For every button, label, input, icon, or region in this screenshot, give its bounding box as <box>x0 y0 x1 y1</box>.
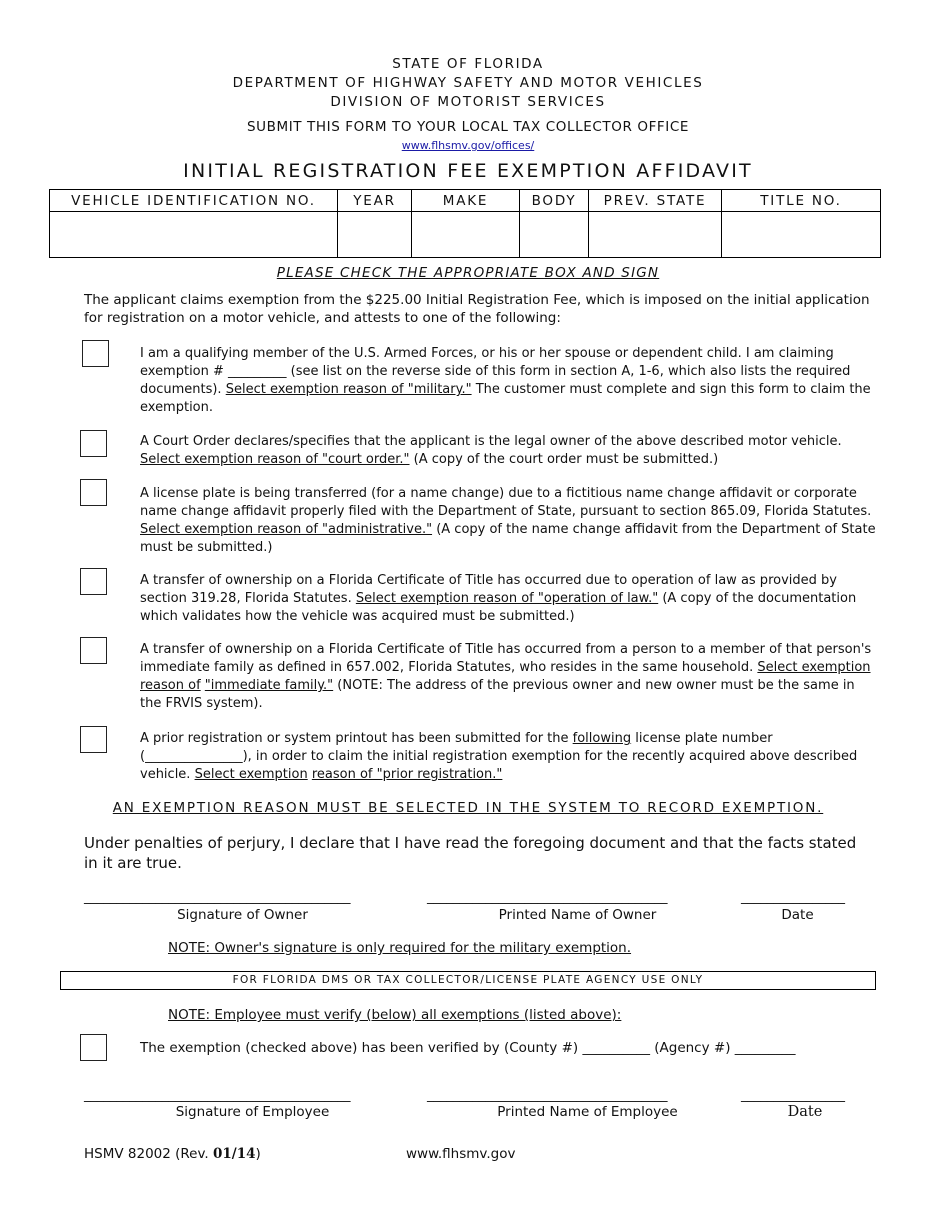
body-column-header: BODY <box>520 190 589 212</box>
admin-text-a: A license plate is being transferred (for a name change) due to a fictitious name change affidavit or corporate name change affidavit properly filed with the Department of State, pursuant to section 865.09, Florida Statutes. <box>140 486 872 519</box>
vehicle-table-entry-row <box>50 212 881 258</box>
department-heading: DEPARTMENT OF HIGHWAY SAFETY AND MOTOR VEHICLES <box>232 75 704 91</box>
prev-state-field[interactable] <box>589 212 722 258</box>
year-column-header: YEAR <box>338 190 412 212</box>
year-field[interactable] <box>338 212 412 258</box>
prior-registration-option-text <box>140 730 880 784</box>
military-select-reason: Select exemption reason of "military." <box>225 382 472 397</box>
form-title: INITIAL REGISTRATION FEE EXEMPTION AFFIDAVIT <box>183 160 753 182</box>
administrative-checkbox[interactable] <box>80 479 107 506</box>
prior-registration-checkbox[interactable] <box>80 726 107 753</box>
employee-verified-checkbox[interactable] <box>80 1034 107 1061</box>
operation-of-law-option-text <box>140 572 880 626</box>
military-option-text <box>140 345 880 417</box>
division-heading: DIVISION OF MOTORIST SERVICES <box>330 94 606 110</box>
owner-date-line[interactable]: ________________ <box>741 890 845 905</box>
owner-printed-name-label: Printed Name of Owner <box>498 907 657 923</box>
exemption-warning: AN EXEMPTION REASON MUST BE SELECTED IN THE SYSTEM TO RECORD EXEMPTION. <box>112 800 824 816</box>
agency-use-banner: FOR FLORIDA DMS OR TAX COLLECTOR/LICENSE PLATE AGENCY USE ONLY <box>60 971 876 990</box>
offices-link[interactable]: www.flhsmv.gov/offices/ <box>401 139 535 152</box>
vehicle-info-table <box>49 189 881 258</box>
prior-reason-name: reason of "prior registration." <box>311 767 503 782</box>
form-revision: 01/14 <box>213 1146 256 1162</box>
immediate-family-checkbox[interactable] <box>80 637 107 664</box>
employee-signature-line[interactable]: _________________________________________ <box>84 1088 351 1103</box>
employee-printed-name-line[interactable]: _____________________________________ <box>427 1088 668 1103</box>
operation-of-law-checkbox[interactable] <box>80 568 107 595</box>
make-column-header: MAKE <box>412 190 520 212</box>
perjury-declaration: Under penalties of perjury, I declare that I have read the foregoing document and that the facts stated in it are true. <box>84 834 857 872</box>
state-heading: STATE OF FLORIDA <box>392 56 544 72</box>
court-order-checkbox[interactable] <box>80 430 107 457</box>
prior-following: following <box>572 731 632 746</box>
make-field[interactable] <box>412 212 520 258</box>
vin-column-header: VEHICLE IDENTIFICATION NO. <box>50 190 338 212</box>
verification-statement: The exemption (checked above) has been verified by (County #) __________ (Agency #) _________ <box>140 1040 796 1056</box>
court-text-a: A Court Order declares/specifies that the applicant is the legal owner of the above described motor vehicle. <box>140 434 842 449</box>
military-text-a: I am a qualifying member of the U.S. Armed Forces, or his or her spouse or dependent child. I am claiming exemption # _________ (see list on the reverse side of this form in section A, 1-6, which also lists the required documents). <box>140 346 851 397</box>
owner-signature-label: Signature of Owner <box>177 907 308 923</box>
court-select-reason: Select exemption reason of "court order." <box>140 452 410 467</box>
admin-text-b: (A copy of the name change affidavit from the Department of State must be submitted.) <box>140 522 876 555</box>
employee-printed-name-label: Printed Name of Employee <box>497 1104 678 1120</box>
intro-paragraph: The applicant claims exemption from the $225.00 Initial Registration Fee, which is imposed on the initial application for registration on a motor vehicle, and attests to one of the following: <box>84 292 870 326</box>
law-text-b: (A copy of the documentation which validates how the vehicle was acquired must be submitted.) <box>140 591 857 624</box>
family-text-b: (NOTE: The address of the previous owner and new owner must be the same in the FRVIS system). <box>140 678 855 711</box>
prev-state-column-header: PREV. STATE <box>589 190 722 212</box>
immediate-family-option-text <box>140 641 880 713</box>
employee-verify-note: NOTE: Employee must verify (below) all exemptions (listed above): <box>168 1007 622 1023</box>
body-field[interactable] <box>520 212 589 258</box>
title-no-column-header: TITLE NO. <box>722 190 881 212</box>
law-text-a: A transfer of ownership on a Florida Certificate of Title has occurred due to operation of law as provided by section 319.28, Florida Statutes. <box>140 573 837 606</box>
court-order-option-text <box>140 433 880 469</box>
prior-text-a: A prior registration or system printout has been submitted for the <box>140 731 573 746</box>
law-select-reason: Select exemption reason of "operation of law." <box>355 591 659 606</box>
employee-date-label: Date <box>787 1104 823 1120</box>
employee-date-line[interactable]: ________________ <box>741 1088 845 1103</box>
vin-field[interactable] <box>50 212 338 258</box>
military-checkbox[interactable] <box>82 340 109 367</box>
family-reason-name: "immediate family." <box>204 678 334 693</box>
admin-select-reason: Select exemption reason of "administrative." <box>140 522 433 537</box>
employee-signature-label: Signature of Employee <box>175 1104 330 1120</box>
footer-website[interactable]: www.flhsmv.gov <box>406 1146 516 1162</box>
form-number-prefix: HSMV 82002 (Rev. <box>84 1146 214 1162</box>
court-text-b: (A copy of the court order must be submitted.) <box>409 452 719 467</box>
prior-select-exemption: Select exemption <box>194 767 308 782</box>
prior-text-b: license plate number (_______________), in order to claim the initial registration exemption for the recently acquired above described vehicle. <box>140 731 858 782</box>
check-instruction: PLEASE CHECK THE APPROPRIATE BOX AND SIGN <box>276 265 660 281</box>
title-no-field[interactable] <box>722 212 881 258</box>
family-text-a: A transfer of ownership on a Florida Certificate of Title has occurred from a person to a member of that person's immediate family as defined in 657.002, Florida Statutes, who resides in the same household. <box>140 642 872 675</box>
owner-signature-note: NOTE: Owner's signature is only required for the military exemption. <box>168 940 632 956</box>
owner-signature-line[interactable]: _________________________________________ <box>84 890 351 905</box>
submit-instruction: SUBMIT THIS FORM TO YOUR LOCAL TAX COLLECTOR OFFICE <box>246 119 690 135</box>
form-number <box>84 1146 261 1162</box>
family-select-reason: Select exemption reason of <box>140 660 871 693</box>
military-text-b: The customer must complete and sign this form to claim the exemption. <box>140 382 871 415</box>
owner-printed-name-line[interactable]: _____________________________________ <box>427 890 668 905</box>
administrative-option-text <box>140 485 880 557</box>
vehicle-table-header <box>50 190 881 212</box>
owner-date-label: Date <box>781 907 814 923</box>
form-number-suffix: ) <box>255 1146 261 1162</box>
